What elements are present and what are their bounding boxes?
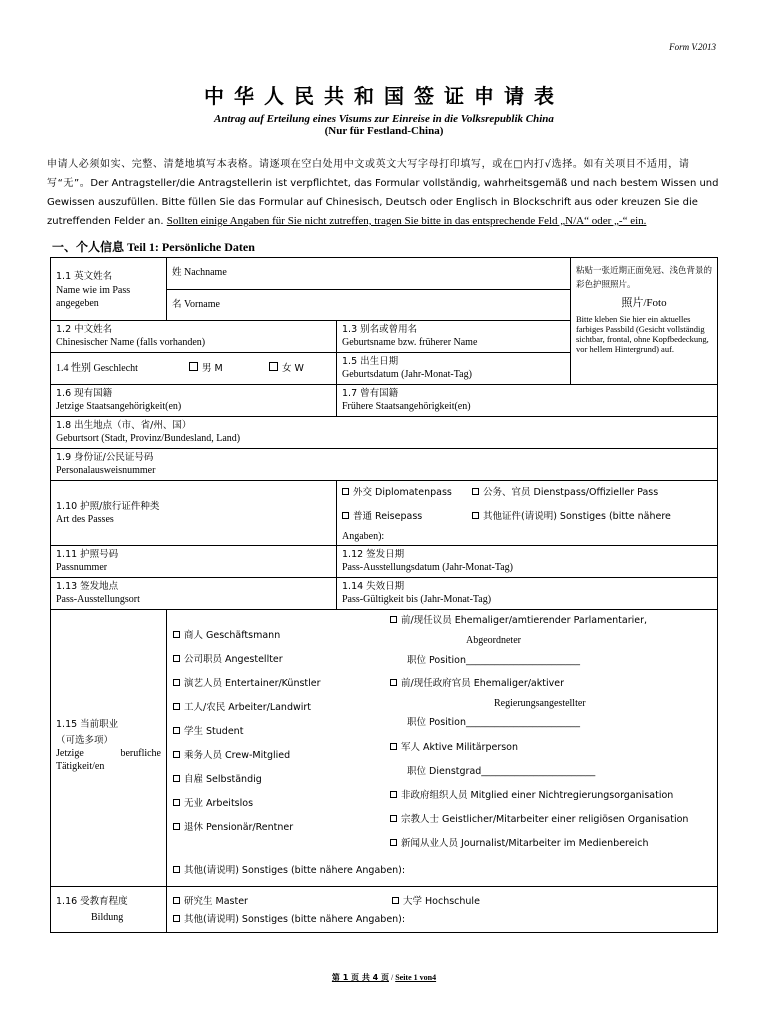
- occupation-businessman[interactable]: 商人 Geschäftsmann: [173, 629, 280, 642]
- former-nationality-field[interactable]: 1.7 曾有国籍 Frühere Staatsangehörigkeit(en): [336, 384, 718, 417]
- page-number-de: Seite 1 von4: [395, 973, 437, 982]
- checkbox-icon[interactable]: [342, 512, 349, 519]
- education-other[interactable]: 其他(请说明) Sonstiges (bitte nähere Angaben):: [173, 913, 405, 926]
- passport-ordinary-option[interactable]: 普通 Reisepass: [342, 510, 422, 523]
- page-number-cn: 第 1 页 共 4 页: [331, 973, 389, 982]
- photo-instruction-cn: 粘贴一张近期正面免冠、浅色背景的彩色护照照片。: [576, 266, 713, 290]
- gender-field: 1.4 性别 Geschlecht 男 M 女 W: [50, 352, 337, 385]
- field-1-1-label: 1.1 英文姓名 Name wie im Pass angegeben: [50, 257, 167, 321]
- photo-instruction-de: Bitte kleben Sie hier ein aktuelles farbiges Passbild (Gesicht vollständig sichtbar, frontal, ohne Kopfbedeckung, vor hellem Hintergrund) auf.: [576, 314, 709, 354]
- passport-issue-place-field[interactable]: 1.13 签发地点 Pass-Ausstellungsort: [50, 577, 337, 610]
- checkbox-icon[interactable]: [392, 897, 399, 904]
- chinese-name-field[interactable]: 1.2 中文姓名 Chinesischer Name (falls vorhanden): [50, 320, 337, 353]
- page-footer: 第 1 页 共 4 页 / Seite 1 von4: [331, 973, 437, 982]
- instructions-chinese: 申请人必须如实、完整、清楚地填写本表格。请逐项在空白处用中文或英文大写字母打印填写，或在□内打√选择。如有关项目不适用，请写“无”。: [47, 159, 690, 189]
- passport-diplomatic-option[interactable]: 外交 Diplomatenpass: [342, 486, 452, 499]
- checkbox-icon[interactable]: [390, 679, 397, 686]
- birthdate-field[interactable]: 1.5 出生日期 Geburtsdatum (Jahr-Monat-Tag): [336, 352, 571, 385]
- occupation-parliamentarian[interactable]: 前/现任议员 Ehemaliger/amtierender Parlamentarier,: [390, 614, 647, 627]
- checkbox-icon[interactable]: [189, 362, 198, 371]
- passport-official-option[interactable]: 公务、官员 Dienstpass/Offizieller Pass: [472, 486, 658, 499]
- occupation-journalist[interactable]: 新闻从业人员 Journalist/Mitarbeiter im Medienbereich: [390, 837, 648, 850]
- checkbox-icon[interactable]: [390, 839, 397, 846]
- occupation-religious[interactable]: 宗教人士 Geistlicher/Mitarbeiter einer religiösen Organisation: [390, 813, 688, 826]
- section-1-heading-cn: 一、个人信息: [52, 240, 125, 254]
- former-name-field[interactable]: 1.3 别名或曾用名 Geburtsname bzw. früherer Name: [336, 320, 571, 353]
- occupation-other[interactable]: 其他(请说明) Sonstiges (bitte nähere Angaben):: [173, 864, 405, 877]
- checkbox-icon[interactable]: [390, 743, 397, 750]
- checkbox-icon[interactable]: [173, 799, 180, 806]
- photo-box[interactable]: [570, 257, 718, 385]
- id-number-field[interactable]: 1.9 身份证/公民证号码 Personalausweisnummer: [50, 448, 718, 481]
- occupation-government-official[interactable]: 前/现任政府官员 Ehemaliger/aktiver: [390, 677, 564, 690]
- education-label: 1.16 受教育程度 Bildung: [50, 886, 167, 933]
- gender-female-option[interactable]: 女 W: [269, 362, 304, 375]
- checkbox-icon[interactable]: [342, 488, 349, 495]
- checkbox-icon[interactable]: [173, 655, 180, 662]
- government-position-field[interactable]: 职位 Position________________________: [407, 717, 581, 728]
- form-version: Form V.2013: [669, 42, 716, 52]
- education-master[interactable]: 研究生 Master: [173, 895, 248, 908]
- checkbox-icon[interactable]: [390, 815, 397, 822]
- passport-type-label: 1.10 护照/旅行证件种类 Art des Passes: [50, 480, 337, 546]
- occupation-student[interactable]: 学生 Student: [173, 725, 243, 738]
- checkbox-icon[interactable]: [390, 616, 397, 623]
- education-university[interactable]: 大学 Hochschule: [392, 895, 480, 908]
- checkbox-icon[interactable]: [269, 362, 278, 371]
- passport-number-field[interactable]: 1.11 护照号码 Passnummer: [50, 545, 337, 578]
- occupation-retired[interactable]: 退休 Pensionär/Rentner: [173, 821, 293, 834]
- occupation-ngo[interactable]: 非政府组织人员 Mitglied einer Nichtregierungsorganisation: [390, 789, 673, 802]
- given-name-field[interactable]: 名 Vorname: [166, 289, 571, 321]
- passport-other-option[interactable]: 其他证件(请说明) Sonstiges (bitte nähere: [472, 510, 671, 523]
- photo-title: 照片/Foto: [621, 297, 667, 309]
- checkbox-icon[interactable]: [173, 823, 180, 830]
- checkbox-icon[interactable]: [173, 679, 180, 686]
- title-subtitle: (Nur für Festland-China): [324, 125, 444, 137]
- occupation-self-employed[interactable]: 自雇 Selbständig: [173, 773, 262, 786]
- checkbox-icon[interactable]: [173, 897, 180, 904]
- gender-male-option[interactable]: 男 M: [189, 362, 223, 375]
- surname-field[interactable]: 姓 Nachname: [166, 257, 571, 290]
- military-rank-field[interactable]: 职位 Dienstgrad________________________: [407, 766, 596, 777]
- checkbox-icon[interactable]: [472, 512, 479, 519]
- occupation-crew[interactable]: 乘务人员 Crew-Mitglied: [173, 749, 290, 762]
- instructions: [47, 155, 725, 231]
- checkbox-icon[interactable]: [472, 488, 479, 495]
- checkbox-icon[interactable]: [173, 915, 180, 922]
- passport-issue-date-field[interactable]: 1.12 签发日期 Pass-Ausstellungsdatum (Jahr-Monat-Tag): [336, 545, 718, 578]
- passport-expiry-field[interactable]: 1.14 失效日期 Pass-Gültigkeit bis (Jahr-Monat-Tag): [336, 577, 718, 610]
- occupation-unemployed[interactable]: 无业 Arbeitslos: [173, 797, 253, 810]
- checkbox-icon[interactable]: [173, 703, 180, 710]
- checkbox-icon[interactable]: [173, 751, 180, 758]
- checkbox-icon[interactable]: [173, 775, 180, 782]
- occupation-label: 1.15 当前职业 （可选多项） Jetzige berufliche Tätigkeit/en: [50, 609, 167, 887]
- occupation-military[interactable]: 军人 Aktive Militärperson: [390, 741, 518, 754]
- checkbox-icon[interactable]: [173, 866, 180, 873]
- instructions-na-note: Sollten einige Angaben für Sie nicht zutreffen, tragen Sie bitte in das entsprechende Feld „N/A“ oder „-“ ein.: [166, 215, 647, 227]
- occupation-employee[interactable]: 公司职员 Angestellter: [173, 653, 283, 666]
- birthplace-field[interactable]: 1.8 出生地点（市、省/州、国） Geburtsort (Stadt, Provinz/Bundesland, Land): [50, 416, 718, 449]
- section-1-heading: [52, 238, 255, 255]
- checkbox-icon[interactable]: [390, 791, 397, 798]
- passport-type-options: 外交 Diplomatenpass 公务、官员 Dienstpass/Offizieller Pass 普通 Reisepass 其他证件(请说明) Sonstiges (bitte nähere Angaben):: [336, 480, 718, 546]
- title-chinese: 中华人民共和国签证申请表: [204, 84, 564, 108]
- instructions-german: Der Antragsteller/die Antragstellerin ist verpflichtet, das Formular vollständig, wahrheitsgemäß und nach bestem Wissen und Gewissen auszufüllen. Bitte füllen Sie das Formular auf Chinesisch, Deutsch oder Englisch in Blockschrift aus oder kreuzen Sie die zutreffenden Felder an.: [47, 178, 719, 227]
- occupation-worker[interactable]: 工人/农民 Arbeiter/Landwirt: [173, 701, 311, 714]
- section-1-heading-de: Teil 1: Persönliche Daten: [127, 240, 255, 254]
- occupation-options: 商人 Geschäftsmann 公司职员 Angestellter 演艺人员 Entertainer/Künstler 工人/农民 Arbeiter/Landwirt 学生 Student 乘务人员 Crew-Mitglied 自雇 Selbständig 无业 Arbeitslos 退休 Pensionär/Rentner 前/现任议员 Ehemaliger/amtierender Parlamentarier, Abgeordneter 职位 Position________________________ 前/现任政府官员 Ehemaliger/aktiver Regierungsangestellter 职位 Position________________________ 军人 Aktive Militärperson 职位 Dienstgrad________________________ 非政府组织人员 Mitglied einer Nichtregierungsorganisation 宗教人士 Geistlicher/Mitarbeiter einer religiösen Organisation 新闻从业人员 Journalist/Mitarbeiter im Medienbereich 其他(请说明) Sonstiges (bitte nähere Angaben):: [166, 609, 718, 887]
- parliament-position-field[interactable]: 职位 Position________________________: [407, 655, 581, 666]
- title-german: Antrag auf Erteilung eines Visums zur Einreise in die Volksrepublik China: [214, 113, 554, 125]
- current-nationality-field[interactable]: 1.6 现有国籍 Jetzige Staatsangehörigkeit(en): [50, 384, 337, 417]
- education-options: [166, 886, 718, 933]
- checkbox-icon[interactable]: [173, 727, 180, 734]
- occupation-entertainer[interactable]: 演艺人员 Entertainer/Künstler: [173, 677, 321, 690]
- checkbox-icon[interactable]: [173, 631, 180, 638]
